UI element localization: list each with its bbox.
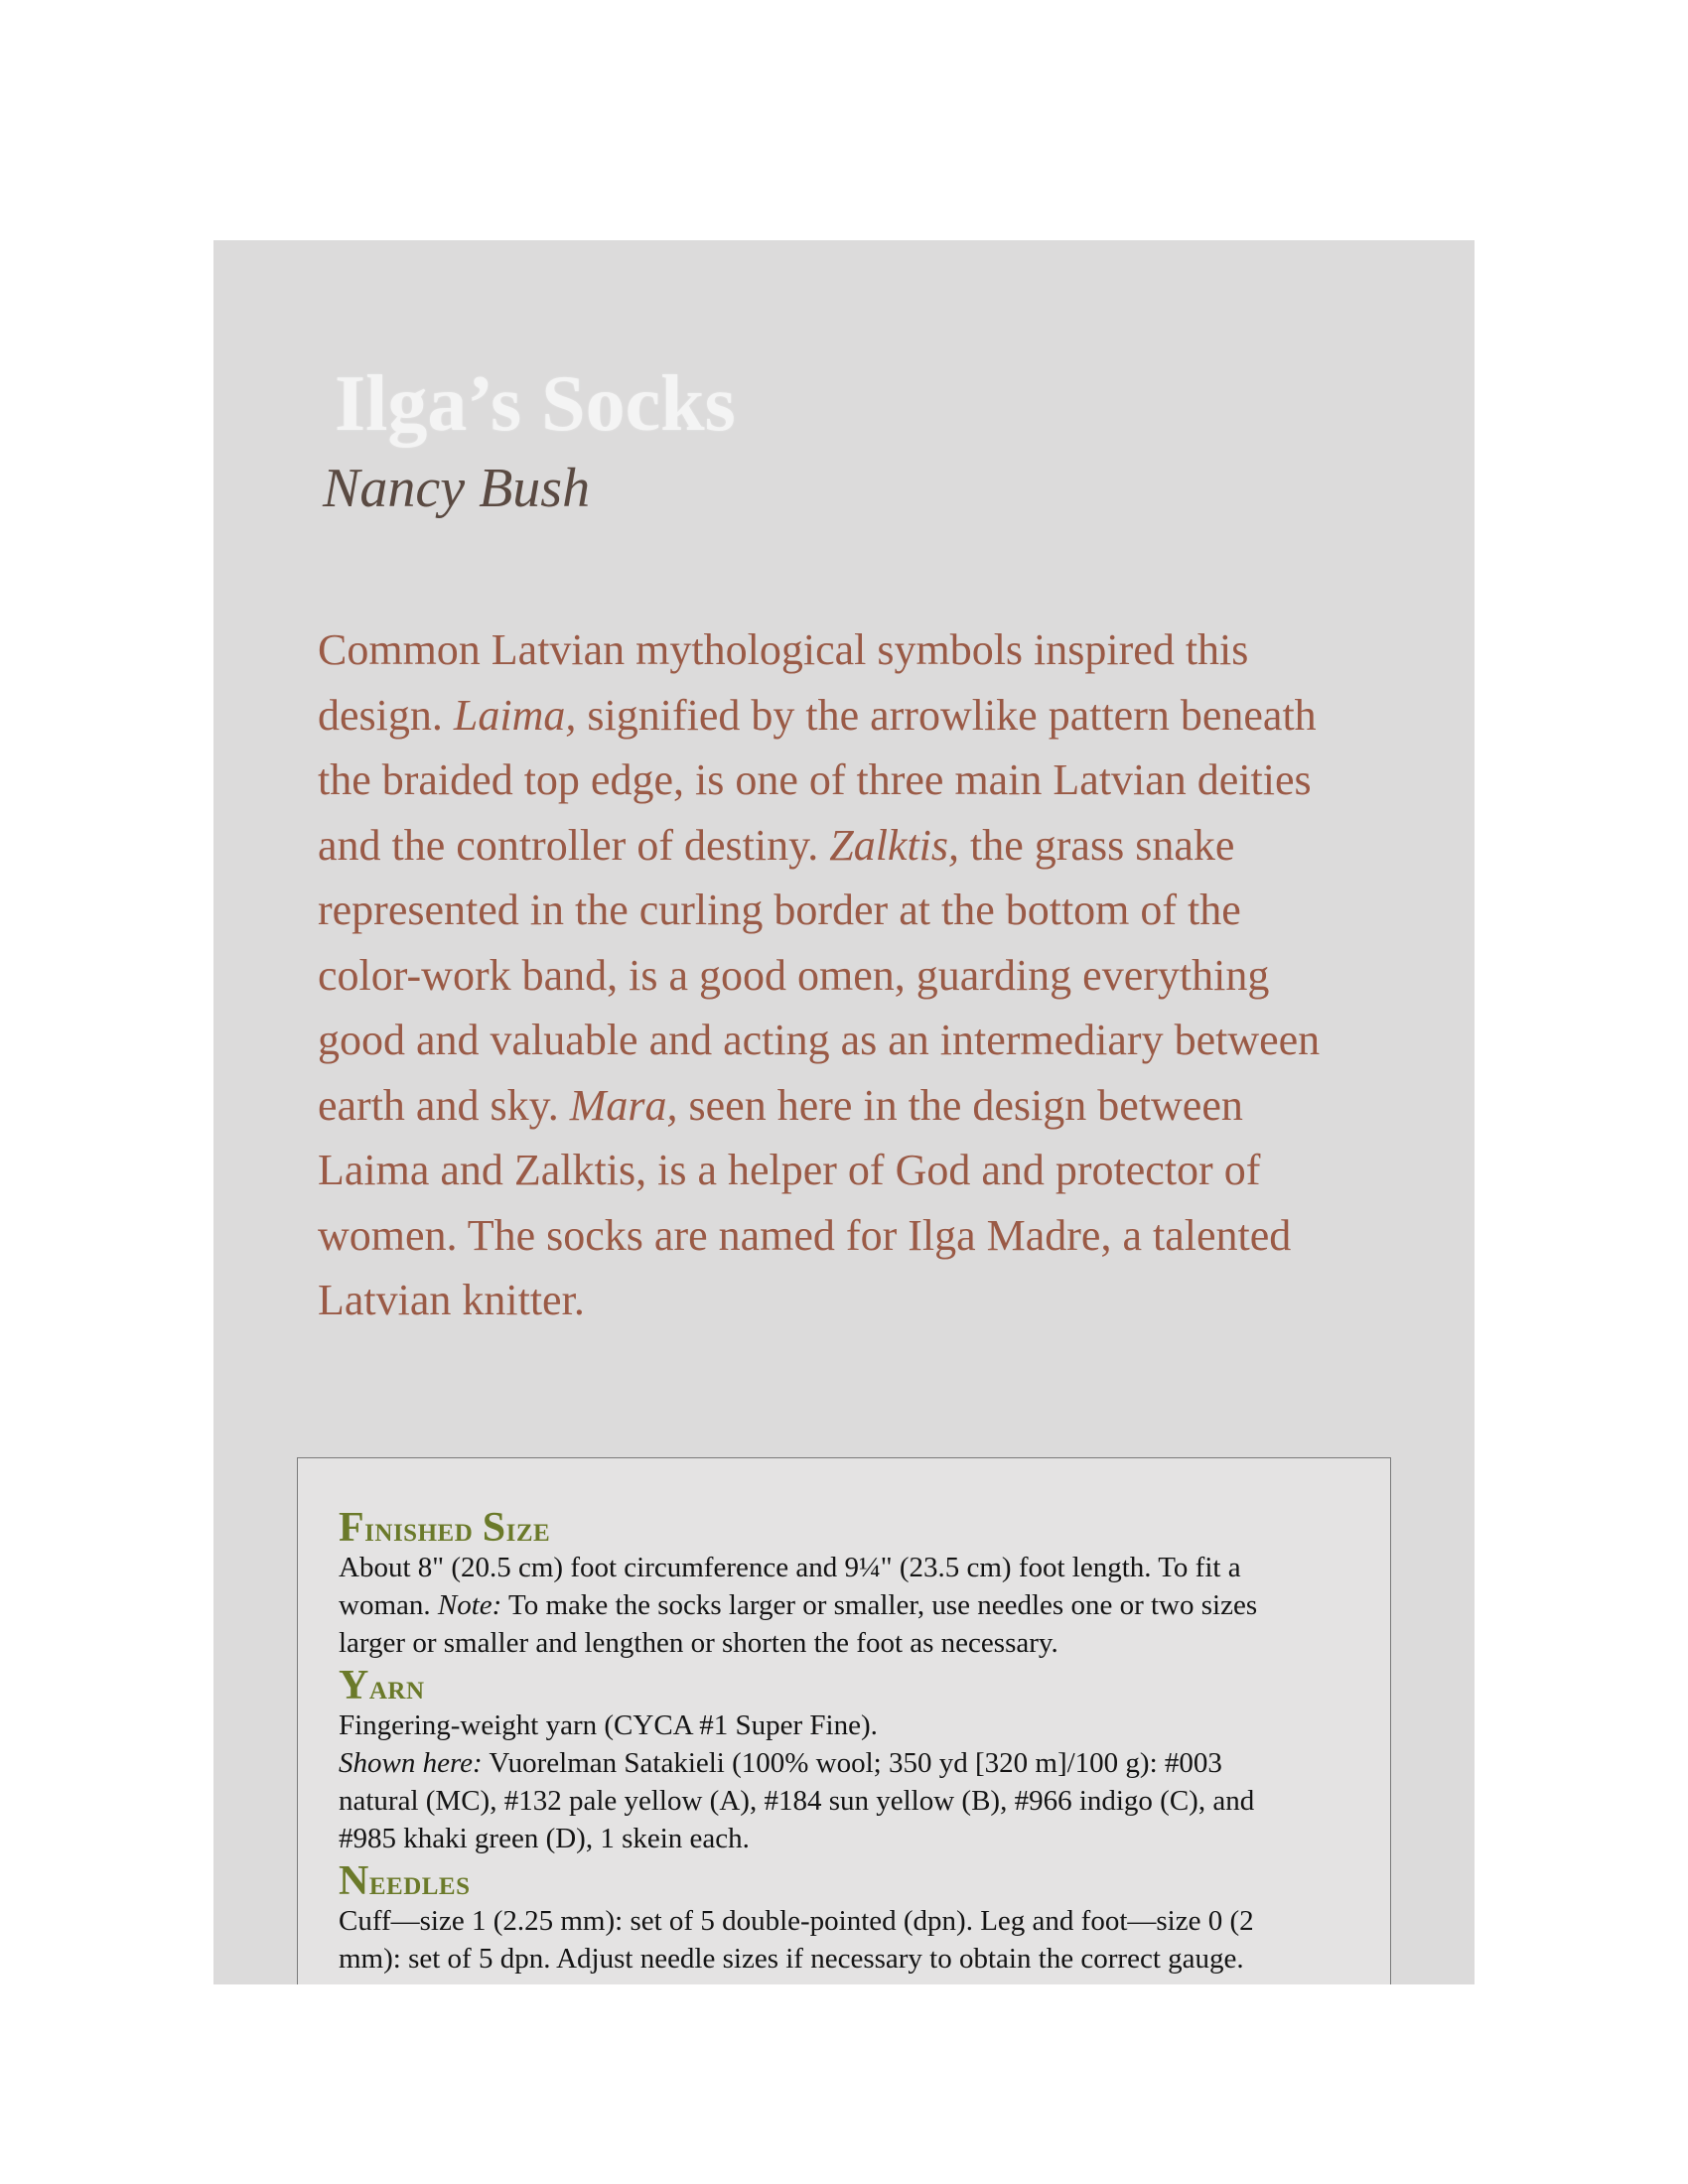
intro-line <box>318 1138 1410 1203</box>
pattern-panel <box>213 240 1475 1984</box>
text-run: Laima and Zalktis, is a helper of God and protector of <box>318 1146 1261 1194</box>
yarn-section <box>339 1663 1351 1857</box>
intro-line <box>318 683 1410 749</box>
spec-line <box>339 1820 1351 1857</box>
text-run: seen here in the design between <box>677 1080 1243 1130</box>
text-run: Cuff—size 1 (2.25 mm): set of 5 double-pointed (dpn). Leg and foot—size 0 (2 <box>339 1905 1254 1937</box>
heading-capital: S <box>482 1505 506 1551</box>
needles-heading <box>339 1858 1351 1904</box>
text-run: earth and sky. <box>318 1080 570 1130</box>
intro-line <box>318 1268 1410 1333</box>
text-run: About 8" (20.5 cm) foot circumference and 9¼" (23.5 cm) foot length. To fit a <box>339 1552 1241 1583</box>
text-run: and the controller of destiny. <box>318 820 830 870</box>
specs-box <box>297 1457 1391 1984</box>
text-run: Vuorelman Satakieli (100% wool; 350 yd [320 m]/100 g): #003 <box>482 1747 1222 1779</box>
text-run: represented in the curling border at the bottom of the <box>318 886 1241 934</box>
italic-run: Laima, <box>453 690 577 740</box>
pattern-title: Ilga’s Socks <box>335 360 736 448</box>
intro-line <box>318 878 1410 943</box>
text-run: woman. <box>339 1589 438 1621</box>
text-run: mm): set of 5 dpn. Adjust needle sizes if necessary to obtain the correct gauge. <box>339 1943 1244 1975</box>
finished-size-heading <box>339 1505 1351 1551</box>
text-run: natural (MC), #132 pale yellow (A), #184 sun yellow (B), #966 indigo (C), and <box>339 1785 1255 1817</box>
text-run: Latvian knitter. <box>318 1276 585 1324</box>
text-run: larger or smaller and lengthen or shorten the foot as necessary. <box>339 1627 1058 1659</box>
needles-section <box>339 1858 1351 1978</box>
text-run: design. <box>318 690 454 740</box>
heading-capital: Y <box>339 1663 369 1708</box>
intro-line <box>318 748 1410 813</box>
specs-content <box>339 1505 1351 1978</box>
text-run: signified by the arrowlike pattern beneath <box>576 690 1317 740</box>
text-run: Common Latvian mythological symbols inspired this <box>318 625 1249 674</box>
text-run: the braided top edge, is one of three main Latvian deities <box>318 755 1312 804</box>
text-run: #985 khaki green (D), 1 skein each. <box>339 1823 750 1854</box>
spec-line <box>339 1902 1351 1940</box>
heading-rest: arn <box>368 1667 425 1706</box>
pattern-author: Nancy Bush <box>323 458 591 519</box>
spec-line <box>339 1744 1351 1782</box>
text-run: To make the socks larger or smaller, use needles one or two sizes <box>501 1589 1258 1621</box>
yarn-heading <box>339 1663 1351 1708</box>
text-run: women. The socks are named for Ilga Madre, a talented <box>318 1210 1292 1260</box>
italic-run: Mara, <box>569 1080 678 1130</box>
spec-line <box>339 1624 1351 1662</box>
intro-line <box>318 617 1410 683</box>
text-run: good and valuable and acting as an intermediary between <box>318 1016 1321 1064</box>
heading-rest: eedles <box>368 1862 471 1902</box>
finished-size-section <box>339 1505 1351 1662</box>
spec-line <box>339 1549 1351 1586</box>
heading-rest: ize <box>505 1509 551 1549</box>
italic-run: Note: <box>437 1589 502 1621</box>
text-run: Fingering-weight yarn (CYCA #1 Super Fine). <box>339 1709 878 1741</box>
spec-line <box>339 1782 1351 1820</box>
heading-capital: N <box>339 1858 369 1904</box>
intro-line <box>318 943 1410 1009</box>
heading-rest: inished <box>364 1509 474 1549</box>
intro-line <box>318 1203 1410 1269</box>
heading-capital: F <box>339 1505 365 1551</box>
text-run: color-work band, is a good omen, guarding everything <box>318 950 1270 1000</box>
intro-line <box>318 813 1410 879</box>
intro-line <box>318 1008 1410 1073</box>
intro-paragraph <box>318 617 1410 1333</box>
spec-line <box>339 1586 1351 1624</box>
italic-run: Shown here: <box>339 1747 483 1779</box>
text-run: the grass snake <box>959 820 1235 870</box>
spec-line <box>339 1940 1351 1978</box>
italic-run: Zalktis, <box>829 820 960 870</box>
spec-line <box>339 1706 1351 1744</box>
intro-line <box>318 1073 1410 1139</box>
